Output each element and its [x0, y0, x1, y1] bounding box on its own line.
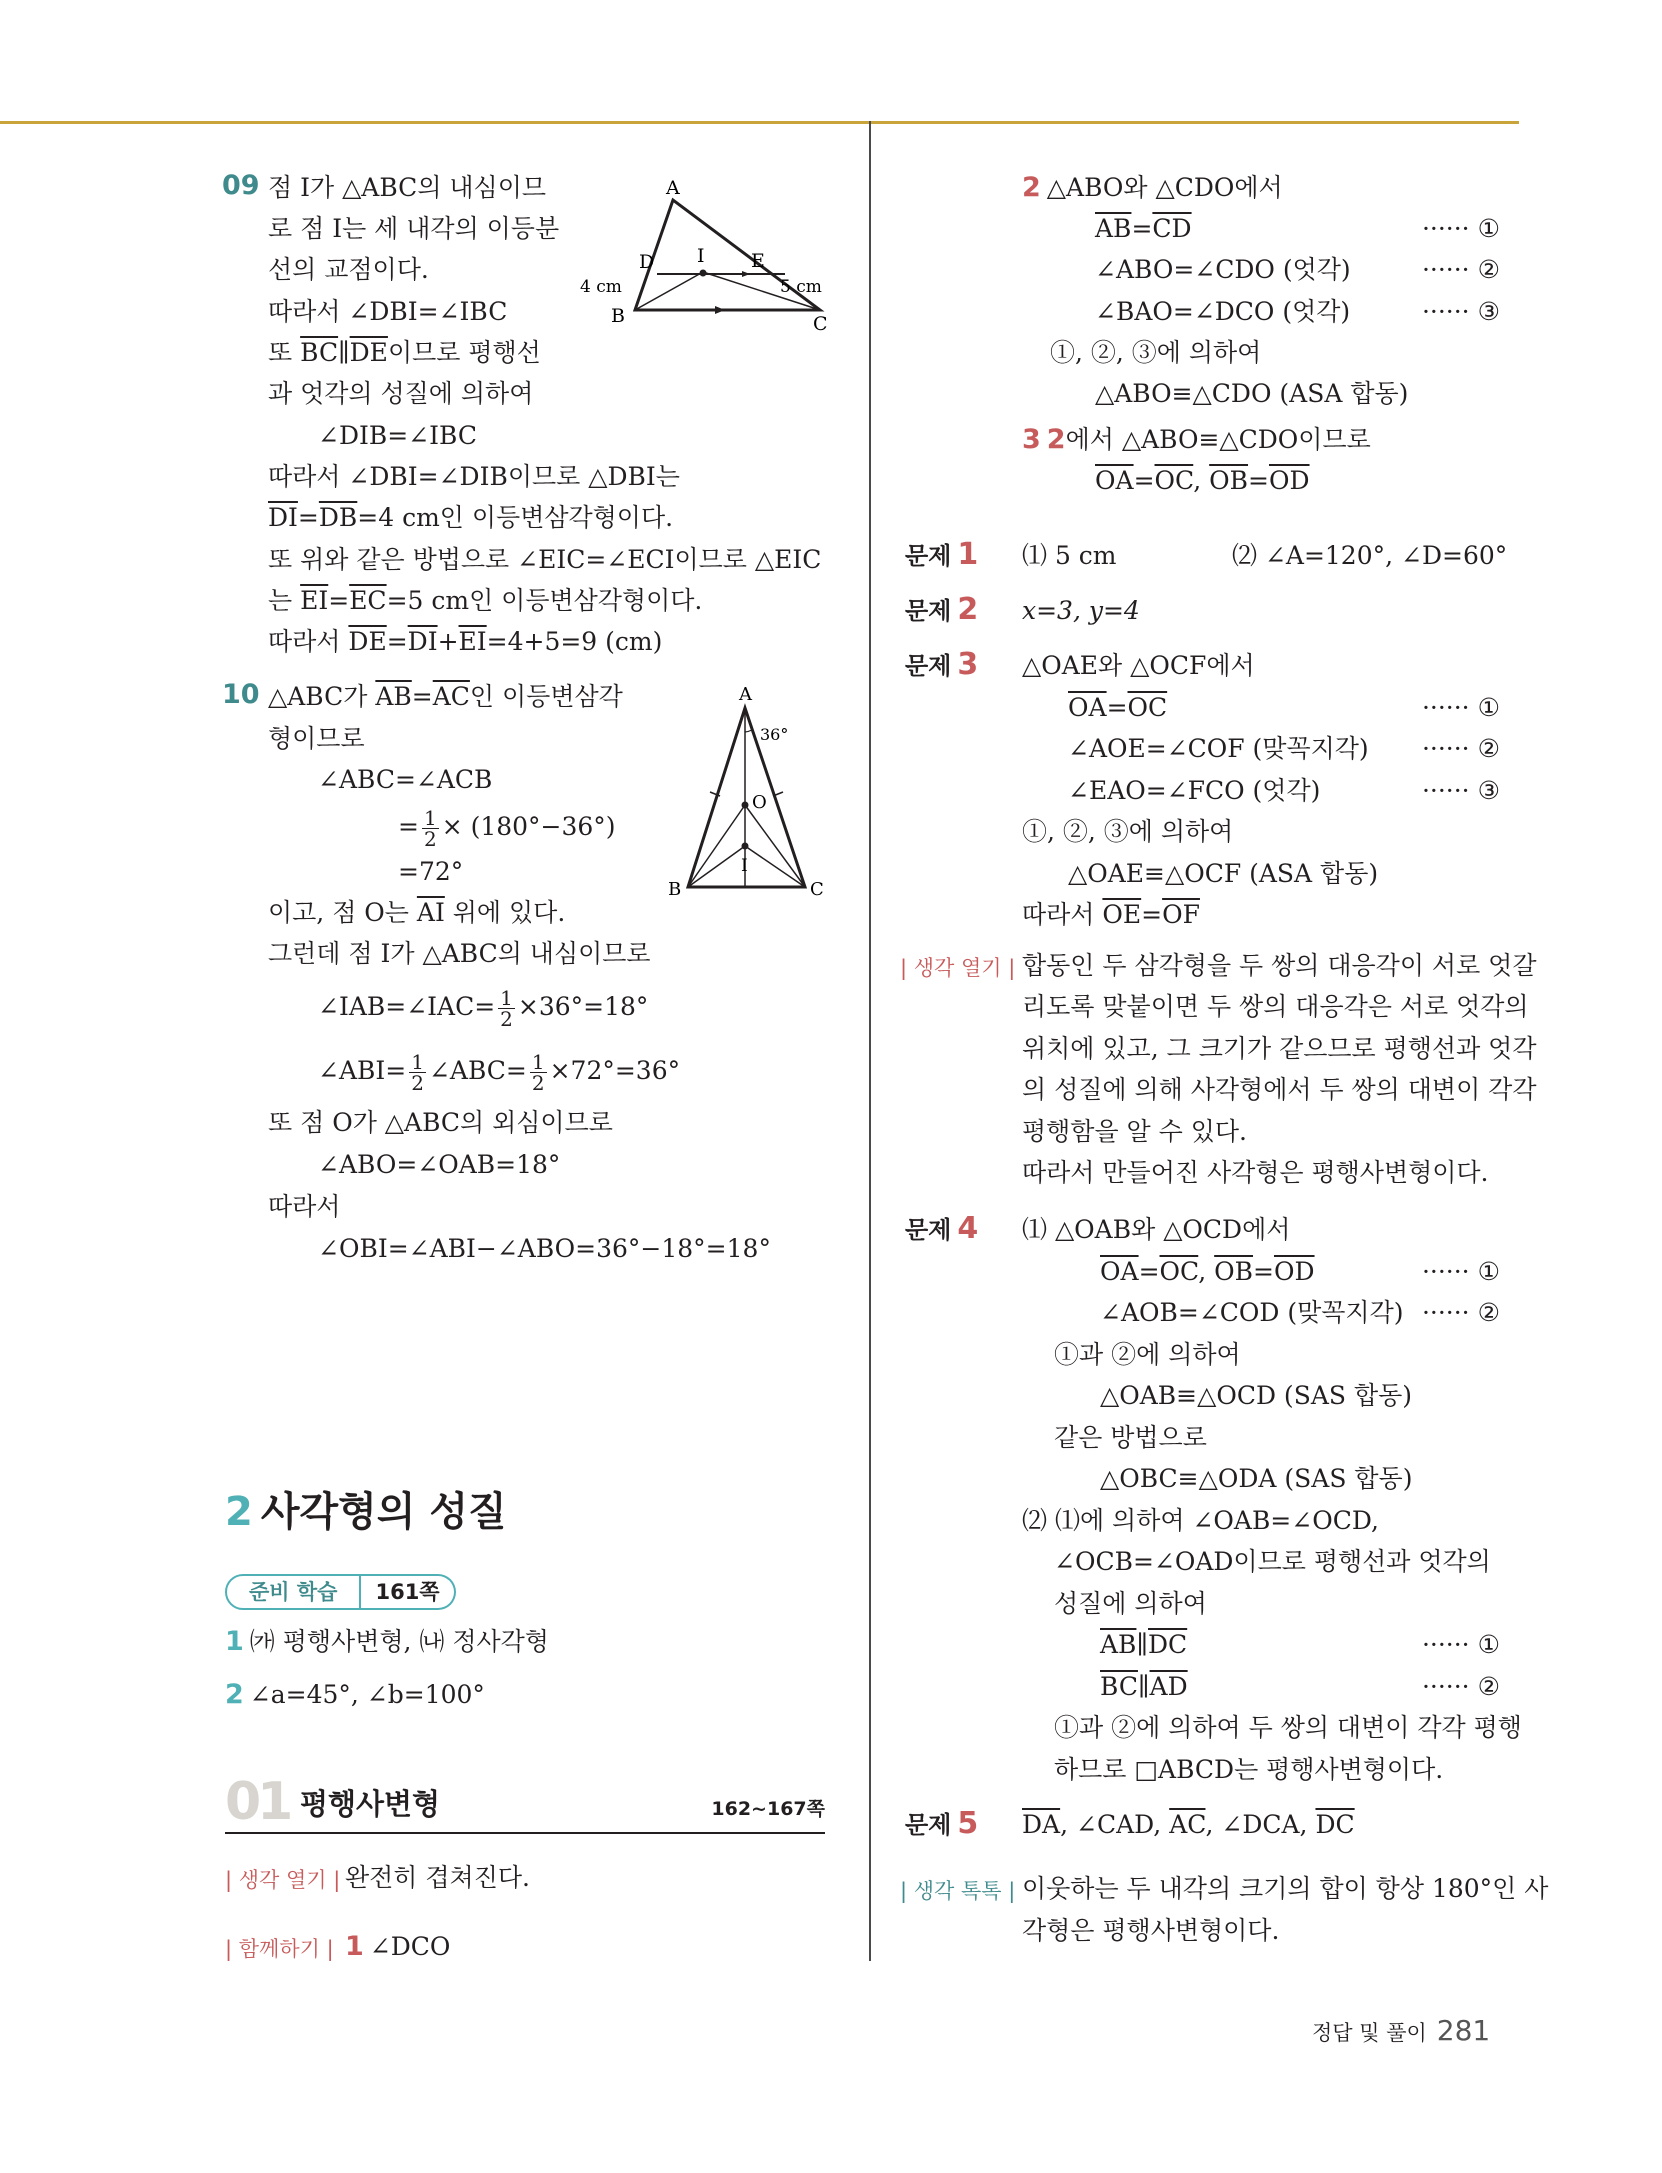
p09-line: 따라서 $\overline{DE}=\overline{DI}+\overline{EI}=4+5=9$ (cm): [268, 627, 663, 656]
think-open-tag: | 생각 열기 |: [900, 956, 1016, 980]
page-footer: [1312, 2014, 1490, 2050]
unit-header: [225, 1772, 825, 1834]
think-open-tag: | 생각 열기 |: [225, 1868, 341, 1892]
q5-answer: $\overline{DA}$, ∠CAD, $\overline{AC}$, ∠DCA, $\overline{DC}$: [1022, 1810, 1355, 1839]
problem-09-number: 09: [222, 170, 260, 201]
unit-pages: 162~167쪽: [711, 1798, 825, 1820]
page-number: 281: [1436, 2014, 1491, 2047]
p10-line: 그런데 점 I가 △ABC의 내심이므로: [268, 939, 651, 968]
label-a: A: [666, 177, 680, 199]
label-5cm: 5 cm: [780, 277, 822, 297]
label-4cm: 4 cm: [580, 277, 622, 297]
r-s2-line: ∠ABO=∠CDO (엇각) ······ ②: [1095, 255, 1500, 284]
prep-study-badge: 준비 학습 161쪽: [225, 1574, 456, 1610]
q2-answer: x=3, y=4: [1022, 596, 1140, 625]
q4-line: ⑵ ⑴에 의하여 ∠OAB=∠OCD,: [1022, 1506, 1379, 1535]
label-i: I: [697, 245, 705, 267]
unit-title: 평행사변형: [300, 1787, 441, 1821]
p09-line: 과 엇각의 성질에 의하여: [268, 379, 534, 408]
r-s3-line: $\overline{OA}=\overline{OC}$, $\overline{OB}=\overline{OD}$: [1095, 466, 1310, 495]
top-rule: [0, 121, 1519, 124]
segment-ci: [745, 846, 805, 887]
column-divider: [869, 121, 871, 1961]
p10-triangle-figure: [660, 680, 840, 900]
q3-line: 따라서 $\overline{OE}=\overline{OF}$: [1022, 900, 1200, 929]
q4-line: ①과 ②에 의하여: [1054, 1340, 1241, 1369]
label-b: B: [611, 305, 625, 327]
think-open-line: 리도록 맞붙이면 두 쌍의 대응각은 서로 엇각의: [1022, 992, 1529, 1021]
r-s2-line: ①, ②, ③에 의하여: [1050, 338, 1262, 367]
label-angle: 36°: [760, 725, 789, 744]
label-c: C: [813, 313, 828, 332]
segment-bo: [688, 805, 745, 887]
problem-10-number: 10: [222, 679, 260, 710]
label-b: B: [668, 879, 682, 900]
r-s2-line: 2 △ABO와 △CDO에서: [1022, 172, 1283, 203]
r-s2-line: △ABO≡△CDO (ASA 합동): [1095, 379, 1409, 408]
p10-line: 이고, 점 O는 $\overline{AI}$ 위에 있다.: [268, 898, 566, 927]
problem-4-label: 문제 4: [905, 1211, 979, 1246]
problem-1-label: 문제 1: [905, 537, 979, 572]
r-s2-line: ∠BAO=∠DCO (엇각) ······ ③: [1095, 297, 1500, 326]
segment-co: [745, 805, 805, 887]
p10-line: =72°: [398, 857, 464, 886]
q4-line: ∠AOB=∠COD (맞꼭지각) ······ ②: [1100, 1298, 1500, 1327]
q4-line: ∠OCB=∠OAD이므로 평행선과 엇각의: [1054, 1547, 1491, 1576]
problem-2-label: 문제 2: [905, 592, 979, 627]
p10-line: △ABC가 $\overline{AB}=\overline{AC}$인 이등변삼각: [268, 682, 623, 711]
q4-line: 성질에 의하여: [1054, 1589, 1207, 1618]
footer-label: 정답 및 풀이: [1312, 2021, 1427, 2045]
unit-number: 01: [225, 1772, 290, 1832]
q3-line: $\overline{OA}=\overline{OC}$ ······ ①: [1068, 693, 1500, 722]
prep-item: 1 ㈎ 평행사변형, ㈏ 정사각형: [225, 1626, 549, 1657]
q4-line: $\overline{OA}=\overline{OC}$, $\overline{OB}=\overline{OD}$ ······ ①: [1100, 1257, 1500, 1286]
problem-5-label: 문제 5: [905, 1806, 979, 1841]
p09-line: 로 점 I는 세 내각의 이등분: [268, 214, 560, 243]
think-open-line: 평행함을 알 수 있다.: [1022, 1117, 1247, 1146]
r-s3-line: 3 2에서 △ABO≡△CDO이므로: [1022, 424, 1371, 455]
q1-answer-b: ⑵ ∠A=120°, ∠D=60°: [1232, 541, 1508, 570]
label-c: C: [810, 879, 824, 900]
p09-line: 따라서 ∠DBI=∠IBC: [268, 297, 508, 326]
problem-3-label: 문제 3: [905, 647, 979, 682]
p10-line: 따라서: [268, 1192, 341, 1221]
p09-triangle-figure: [575, 172, 835, 332]
p09-line: 선의 교점이다.: [268, 255, 429, 284]
p09-line: 또 $\overline{BC}\parallel\overline{DE}$이므로 평행선: [268, 338, 541, 367]
q3-line: △OAE≡△OCF (ASA 합동): [1068, 859, 1379, 888]
p09-line: $\overline{DI}=\overline{DB}=4$ cm인 이등변삼각형이다.: [268, 503, 674, 532]
p09-line: 또 위와 같은 방법으로 ∠EIC=∠ECI이므로 △EIC: [268, 545, 822, 574]
label-o: O: [752, 792, 767, 813]
q3-line: ∠AOE=∠COF (맞꼭지각) ······ ②: [1068, 734, 1500, 763]
p10-line: = $\frac{1}{2}$ × (180°−36°): [398, 806, 616, 851]
label-e: E: [751, 250, 765, 272]
q3-line: ∠EAO=∠FCO (엇각) ······ ③: [1068, 776, 1500, 805]
p10-line: 형이므로: [268, 724, 365, 753]
think-tip-tag: | 생각 톡톡 |: [900, 1879, 1016, 1903]
q4-line: △OBC≡△ODA (SAS 합동): [1100, 1464, 1413, 1493]
together-tag: | 함께하기 |: [225, 1937, 334, 1961]
r-s2-line: $\overline{AB}=\overline{CD}$ ······ ①: [1095, 214, 1500, 243]
point-o: [742, 802, 749, 809]
q4-line: ①과 ②에 의하여 두 쌍의 대변이 각각 평행: [1054, 1713, 1522, 1742]
label-a: A: [739, 684, 752, 705]
p10-line: ∠OBI=∠ABI−∠ABO=36°−18°=18°: [318, 1234, 771, 1263]
label-i: I: [741, 856, 748, 876]
q3-line: ①, ②, ③에 의하여: [1022, 817, 1234, 846]
angle-arc: [745, 730, 752, 732]
p10-line: ∠ABO=∠OAB=18°: [318, 1150, 561, 1179]
think-open-text: 완전히 겹쳐진다.: [345, 1863, 530, 1892]
think-open-line: 따라서 만들어진 사각형은 평행사변형이다.: [1022, 1158, 1489, 1187]
q4-line: 하므로 □ABCD는 평행사변형이다.: [1054, 1755, 1444, 1784]
point-i: [700, 270, 707, 277]
think-open-line: 의 성질에 의해 사각형에서 두 쌍의 대변이 각각: [1022, 1075, 1537, 1104]
arrow-mark: [742, 271, 750, 277]
think-tip-line: 각형은 평행사변형이다.: [1022, 1916, 1280, 1945]
p10-line: 또 점 O가 △ABC의 외심이므로: [268, 1108, 613, 1137]
q4-line: 같은 방법으로: [1054, 1423, 1207, 1452]
p09-line: ∠DIB=∠IBC: [318, 421, 477, 450]
point-i: [742, 843, 749, 850]
p09-line: 는 $\overline{EI}=\overline{EC}=5$ cm인 이등변삼각형이다.: [268, 586, 703, 615]
q4-line: $\overline{AB}\parallel\overline{DC}$ ······ ①: [1100, 1630, 1500, 1659]
q1-answer-a: ⑴ 5 cm: [1022, 541, 1117, 570]
prep-item: 2 ∠a=45°, ∠b=100°: [225, 1679, 485, 1710]
segment-bi: [688, 846, 745, 887]
think-open-line: 위치에 있고, 그 크기가 같으므로 평행선과 엇각: [1022, 1034, 1537, 1063]
q4-line: △OAB≡△OCD (SAS 합동): [1100, 1381, 1412, 1410]
together-text: 1 ∠DCO: [345, 1931, 451, 1962]
arrow-mark: [715, 306, 725, 314]
p10-line: ∠IAB=∠IAC= $\frac{1}{2}$ ×36°=18°: [318, 986, 649, 1031]
q3-line: △OAE와 △OCF에서: [1022, 651, 1255, 680]
think-tip-line: 이웃하는 두 내각의 크기의 합이 항상 180°인 사: [1022, 1874, 1549, 1903]
label-d: D: [639, 251, 655, 273]
q4-line: ⑴ △OAB와 △OCD에서: [1022, 1215, 1291, 1244]
think-open-line: 합동인 두 삼각형을 두 쌍의 대응각이 서로 엇갈: [1022, 951, 1537, 980]
section-title: 2 사각형의 성질: [225, 1489, 507, 1535]
p10-line: ∠ABI= $\frac{1}{2}$ ∠ABC= $\frac{1}{2}$ ×72°=36°: [318, 1050, 681, 1095]
q4-line: $\overline{BC}\parallel\overline{AD}$ ······ ②: [1100, 1672, 1500, 1701]
p10-line: ∠ABC=∠ACB: [318, 765, 493, 794]
p09-line: 따라서 ∠DBI=∠DIB이므로 △DBI는: [268, 462, 680, 491]
p09-line: 점 I가 △ABC의 내심이므: [268, 173, 547, 202]
